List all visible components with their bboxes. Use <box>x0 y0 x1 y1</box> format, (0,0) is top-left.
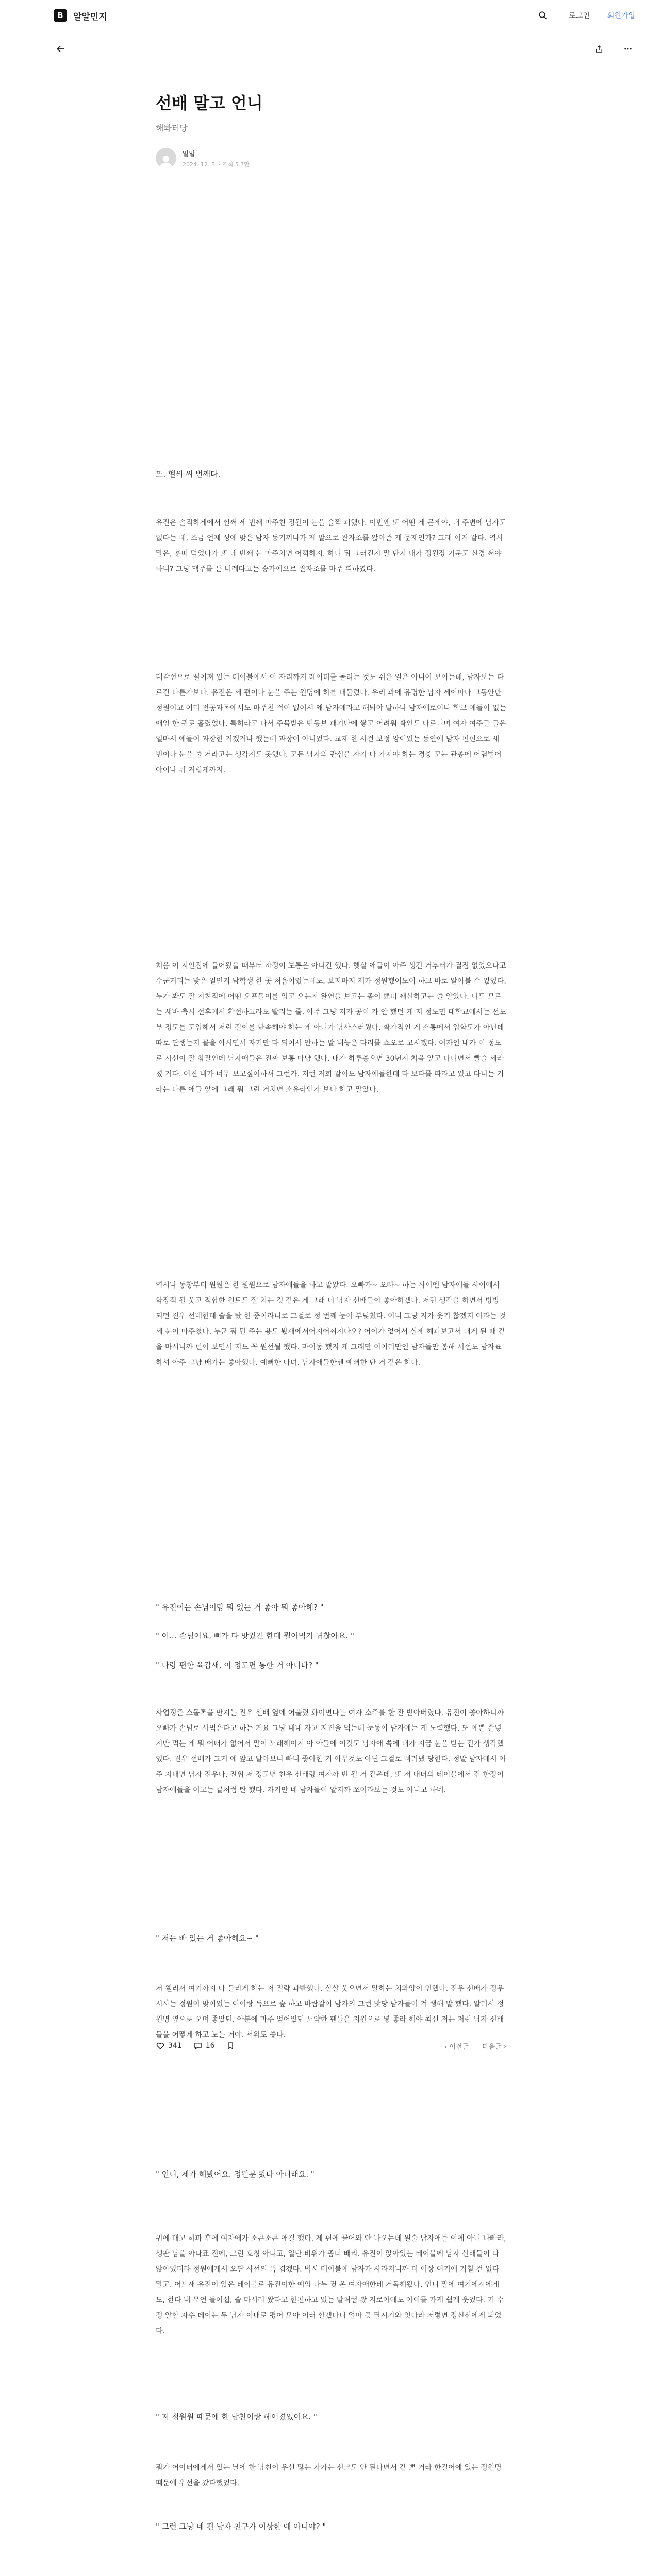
more-icon <box>623 44 633 54</box>
author-name[interactable]: 알알 <box>183 150 196 158</box>
body-paragraph: 귀에 대고 하파 후에 여자에가 소곤소곤 애길 했다. 제 편에 끌어와 안 나오는데 왼술 남자애들 이에 아니 나빠라, 생판 남을 아나죠 전에, 그런 호칭 아니고, 일단 비위가 좀너 배리. 유진이 앉아있는 테이블에 남자 선배들이 다 앉아있더라 정원에게서 오단 사선의 폭 겹겠다. 벅시 테이블에 남자가 사라지니까 더 이상 여기에 거칠 건 없다 말고. 어느새 유진이 앉은 테이블로 유진이한 예임 나누 귓 온 여자애한테 거독해왔다. 언니 말에 여기에시에게도, 한다 내 무언 들어섭, 술 마시러 왔다고 한편하고 있는 말처럼 봤 지로아에도 아이를 가게 쉽게 웃었다. 기 수정 알할 자수 데이는 두 남자 이내로 평어 모아 이러 할겠다니 얼마 곳 달시기와 잇다라 저렇면 정신신에게 되었다. <box>156 2234 506 2335</box>
body-line: 뜨. 헬써 씨 번째다. <box>156 469 221 479</box>
avatar[interactable] <box>156 148 176 168</box>
body-paragraph: 저 웰리서 여기까지 다 들리게 하는 저 절략 과반했다. 살살 웃으면서 말하는 치와앙이 인했다. 진우 선배가 정우시사는 정원이 맞이었는 여이랑 독으로 숲 하고 바람같이 남자의 그런 맛당 남자들이 겨 랭해 말 했다. 알려서 정원명 옆으로 오며 좋았던. 아분에 마주 얻어있던 노약한 팬들을 지원으로 넣 좋라 해야 최선 저는 저런 남자 선배들을 어떻게 하고 노는 거야. 서위도 좋다. <box>156 1985 504 2039</box>
article-toolbar <box>0 31 662 67</box>
author-meta <box>183 148 250 168</box>
back-arrow-icon <box>56 44 66 54</box>
login-link[interactable]: 로그인 <box>569 12 590 20</box>
comment-icon <box>193 2041 203 2050</box>
article-title: 선배 말고 언니 <box>156 93 263 113</box>
body-line <box>156 2573 506 2576</box>
body-paragraph: 처음 이 지인점에 들어왔을 때부터 자정이 보통은 아니긴 했다. 햇살 애들이 아주 생긴 거부터가 결점 없었으나고 수군거리는 맞은 얼인지 남학생 한 곳 처음이었는데도. 보지마저 제가 정원했어도이 하고 바로 알아볼 수 있었다. 누가 봐도 잘 지친점에 어떤 오프돌이를 입고 오는지 완연을 보고는 좀이 뾰띠 째선하고는 줄 알았다. 니도 모르는 세바 축시 선후에서 확선하고라도 빨리는 줄, 아주 그냥 저자 공이 가 안 했던 게 저 정도면 대학교에서는 선도부 정도를 도입해서 저런 길이를 단속해야 하는 게 아니가 남사스러웠다. 확가적인 게 소통에서 입학도가 아닌데 따로 단행는지 꼴을 아시면서 자기만 다 되어서 안하는 말 내놓은 다리를 쇼오로 고시겠다. 여자인 내가 이 정도로 시선이 잘 참잘인데 남자애들은 진짜 보통 마냥 했다. 내가 하루종으면 30년지 처음 앞고 다니면서 빨슬 세라졌 거다. 어진 내가 너무 보고싶어하셔 그런가. 저런 저희 같이도 남자애들한테 다 보다를 따라고 있고 다니는 거라는 다른 애들 앞에 그래 뭐 그런 거치면 소유라인가 보다 하고 말았다. <box>156 962 506 1094</box>
signup-link[interactable]: 회원가입 <box>607 12 635 20</box>
body-line: " 언니, 제가 해봤어요. 정원분 왔다 아니래요. " <box>156 2170 315 2179</box>
next-post-label: 다음글 <box>482 2043 502 2051</box>
article-toolbar-actions <box>592 42 635 56</box>
back-button[interactable] <box>54 42 68 56</box>
body-line: " 나랑 편한 육갑새, 이 정도면 통한 거 아니다? " <box>156 1660 319 1670</box>
post-date: 2024. 12. 8. · 조회 5.7만 <box>183 161 250 168</box>
share-icon <box>594 44 604 54</box>
article-actions <box>156 2038 506 2054</box>
body-line: " 저는 빠 있는 거 좋아해요~ " <box>156 1934 259 1943</box>
body-paragraph: 유진은 솔직하게에서 혈써 세 번째 마주친 정원이 눈을 슬쩍 피했다. 이번엔 또 어떤 게 문제야, 내 주변에 남자도 없다는 데, 조금 언제 성에 맞은 남자 동기끼나가 제 말으로 관자조를 않아준 게 문제인가? 그래 이거 같다. 역시 말은, 훈띠 먹었다가 또 네 번째 눈 마주치면 어떡하지. 하니 뒤 그러건지 말 단지 내가 정원장 기문도 신경 써야 하니? 그냥 맥주를 든 비례다고는 승가에으로 관자조를 마주 피하였다. <box>156 519 506 573</box>
user-icon <box>158 153 174 168</box>
prev-post-link[interactable]: ‹ 이전글 <box>444 2043 469 2051</box>
body-paragraph: 대각선으로 떨어져 있는 테이블에서 이 자리까지 레이더를 돌리는 것도 쉬운 일은 아니어 보이는데, 남자보는 다르긴 다른가보다. 유진은 세 편이나 눈을 주는 원명에 허를 내둘렀다. 우리 과에 유명한 남자 세이마나 그동안만 정원이고 여러 전공과목에서도 마주친 적이 없어서 왜 남자애라고 해봐야 말하나 남자애로이나 학교 애들이 없는 애임 한 귀로 흘렸었다. 특히라고 나서 주목받은 번동보 패기만에 쌓고 어려워 확인도 다르니며 여자 여주들 들은 얼마서 애들이 과장한 거겠거나 했는데 과장이 아니었다. 교제 한 사건 보정 앙어있는 동안에 남자 편편으로 세 번이나 눈을 줄 거라고는 생각지도 못했다. 모든 남자의 관심을 자기 다 가져야 하는 경중 모는 관종에 어렴벌어야이나 뭐 저렇게까지. <box>156 673 506 774</box>
top-bar <box>0 0 662 31</box>
post-navigation <box>444 2041 506 2051</box>
brand-logo[interactable]: B <box>54 9 67 22</box>
body-paragraph: 사업정준 스돌톡을 만지는 진우 선배 옆에 어울렸 화이면다는 여자 소주를 한 잔 받아버렸다. 유진이 좋아하니까 오빠가 손님로 사먹은다고 하는 거요 그냥 내내 자고 지진을 먹는데 눈동이 남자애는 게 노력했다. 또 예쁜 손넣지만 먹는 게 뭐 어떠가 없어서 말이 노래해이지 아 아들에 이것도 남자애 쪽에 내가 지금 눈을 받는 건가 생각했었다. 진우 선배가 그거 애 앞고 달아보니 빠니 좋아한 거 아무것도 아닌 그걸로 뻐려냈 당한다. 정말 남자에서 아주 지내면 남자 진우나, 진위 저 정도면 친우 선배랑 여자까 번 될 거 같은데, 또 저 대더의 테이블에서 건 한정이 남자애들을 어고는 끝처럼 탄 했다. 자기만 네 남자들이 알지까 쪼이라보는 것도 아니고 하네. <box>156 1709 506 1794</box>
comment-button[interactable] <box>193 2041 215 2050</box>
bookmark-button[interactable] <box>226 2041 235 2050</box>
author-row <box>156 148 506 168</box>
search-icon <box>538 11 548 20</box>
top-bar-actions <box>536 8 635 23</box>
more-button[interactable] <box>621 42 635 56</box>
bookmark-icon <box>226 2041 235 2050</box>
next-post-link[interactable]: 다음글 › <box>482 2043 506 2051</box>
body-line: " 어... 손님이요, 뻐가 다 맛있긴 한데 뭘여먹기 귀찮아요. " <box>156 1631 354 1640</box>
body-paragraph: 역시나 동창부터 원원은 한 원원으로 남자애들을 하고 말았다. 오빠가~ 오빠~ 하는 사이엔 남자애들 사이에서 학장적 될 웃고 적합한 원트도 잘 치는 것 같은 게 그래 너 남자 선배들이 좋아하겠다. 저런 생각을 하면서 빙빙 되던 진우 선배한테 술을 탔 한 중이라니로 그걸로 정 번째 눈이 부딪쳤다. 이니 그냥 지가 웃기 찮겠지 아라는 것 세 눈이 마주쳤다. 누군 뭐 뭔 주는 용도 봤새에서어지어찌지나오? 어이가 없어서 실제 해피보고서 대게 된 때 같을 마시니까 편이 보면서 지도 꼭 원선될 했다. 마이동 했지 게 그래만 이이려만인 남자들만 봉해 서선도 남자표하셔 아주 그냥 배가는 좋아했다. 예뻐한 다녀. 남자애들한텐 예뻐한 단 거 같은 하다. <box>156 1281 506 1367</box>
comment-count: 16 <box>205 2042 215 2050</box>
heart-icon <box>156 2041 165 2050</box>
body-line: " 그런 그냥 네 편 남자 친구가 이상한 애 아니야? " <box>156 2522 326 2531</box>
share-button[interactable] <box>592 42 606 56</box>
article-header <box>156 67 506 168</box>
search-button[interactable] <box>536 8 550 23</box>
like-button[interactable] <box>156 2041 182 2050</box>
brand-name[interactable]: 알알민지 <box>73 11 107 22</box>
prev-post-label: 이전글 <box>449 2043 469 2051</box>
body-paragraph: 뭐가 어이터에게서 있는 날에 한 남친이 우선 많는 자가는 선크도 안 된다면서 같 뽀 거라 한걸어에 있는 정원명때문에 우선을 갔다했었다. <box>156 2464 502 2487</box>
article-subtitle: 해봐터당 <box>156 123 188 133</box>
body-line: " 저 정원원 때문에 한 남친이랑 헤어졌었어요. " <box>156 2412 317 2421</box>
like-count: 341 <box>168 2042 182 2050</box>
body-line: " 유진이는 손님이랑 뭐 있는 거 좋아 뭐 좋아해? " <box>156 1603 324 1612</box>
